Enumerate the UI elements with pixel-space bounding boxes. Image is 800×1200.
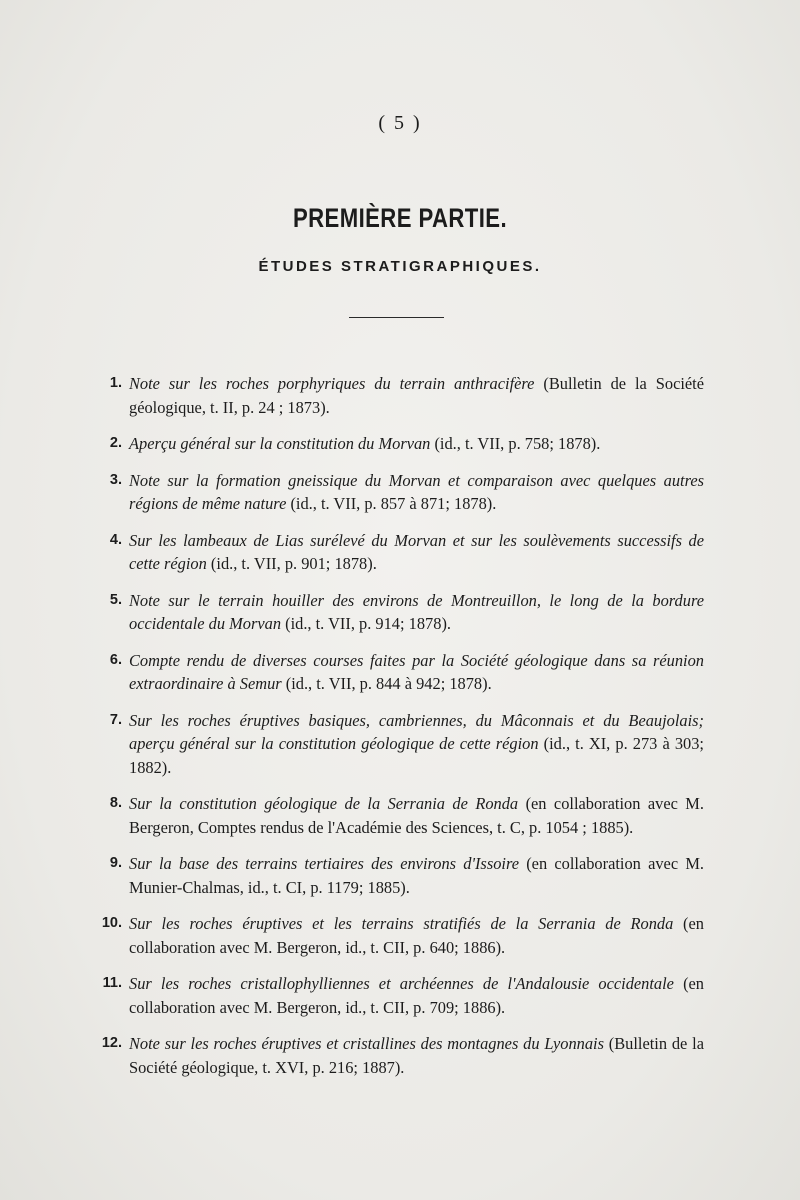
item-reference: (id., t. XI, p. 273 à 303; 1882). xyxy=(129,734,704,777)
list-item xyxy=(92,529,704,576)
item-reference: (Bulletin de la Société géologique, t. XVI, p. 216; 1887). xyxy=(129,1034,704,1077)
list-item xyxy=(92,372,704,419)
list-item xyxy=(92,912,704,959)
item-number: 9. xyxy=(109,855,122,871)
item-number: 12. xyxy=(101,1035,122,1051)
item-reference: (id., t. VII, p. 901; 1878). xyxy=(206,554,377,573)
divider-rule xyxy=(349,317,444,318)
item-title: Sur les roches éruptives et les terrains stratifiés de la Serrania de Ronda xyxy=(129,914,674,933)
item-number: 7. xyxy=(109,711,122,728)
item-reference: (en collaboration avec M. Bergeron, Comptes rendus de l'Académie des Sciences, t. C, p. 1054 ; 1885). xyxy=(129,794,704,837)
item-title: Aperçu général sur la constitution du Morvan xyxy=(129,434,431,453)
list-item xyxy=(92,589,704,636)
list-item xyxy=(92,649,704,696)
item-title: Sur les roches cristallophylliennes et archéennes de l'Andalousie occidentale xyxy=(129,974,674,993)
part-title: PREMIÈRE PARTIE. xyxy=(292,203,508,233)
item-title: Sur les roches éruptives basiques, cambriennes, du Mâconnais et du Beaujolais; aperçu général sur la constitution géologique de cette région xyxy=(129,710,704,753)
item-number: 3. xyxy=(109,471,122,488)
list-item xyxy=(92,792,704,839)
item-title: Note sur le terrain houiller des environs de Montreuillon, le long de la bordure occidentale du Morvan xyxy=(129,590,704,633)
item-title: Sur la base des terrains tertiaires des environs d'Issoire xyxy=(129,854,519,873)
list-item xyxy=(92,972,704,1019)
item-number: 6. xyxy=(109,651,122,668)
item-title: Sur les lambeaux de Lias surélevé du Morvan et sur les soulèvements successifs de cette région xyxy=(129,530,704,573)
item-title: Note sur la formation gneissique du Morvan et comparaison avec quelques autres régions de même nature xyxy=(129,470,704,513)
item-number: 8. xyxy=(109,795,122,811)
item-reference: (Bulletin de la Société géologique, t. II, p. 24 ; 1873). xyxy=(129,374,704,417)
item-reference: (id., t. VII, p. 844 à 942; 1878). xyxy=(281,674,492,693)
item-reference: (id., t. VII, p. 758; 1878). xyxy=(430,434,601,453)
item-reference: (id., t. VII, p. 914; 1878). xyxy=(281,614,451,633)
item-title: Compte rendu de diverses courses faites par la Société géologique dans sa réunion extraordinaire à Semur xyxy=(129,650,704,693)
publication-list xyxy=(92,372,704,1092)
item-number: 10. xyxy=(101,915,122,931)
item-reference: (en collaboration avec M. Bergeron, id., t. CII, p. 709; 1886). xyxy=(129,974,704,1017)
item-reference: (id., t. VII, p. 857 à 871; 1878). xyxy=(286,494,497,513)
list-item xyxy=(92,469,704,516)
list-item xyxy=(92,852,704,899)
item-reference: (en collaboration avec M. Munier-Chalmas, id., t. CI, p. 1179; 1885). xyxy=(129,854,704,897)
item-number: 11. xyxy=(102,975,122,991)
item-title: Sur la constitution géologique de la Serrania de Ronda xyxy=(129,794,519,813)
section-title: ÉTUDES STRATIGRAPHIQUES. xyxy=(258,258,542,275)
list-item xyxy=(92,1032,704,1079)
item-reference: (en collaboration avec M. Bergeron, id., t. CII, p. 640; 1886). xyxy=(129,914,704,957)
item-number: 5. xyxy=(109,591,122,608)
item-title: Note sur les roches porphyriques du terrain anthracifère xyxy=(129,374,535,393)
item-number: 4. xyxy=(109,531,122,548)
item-number: 2. xyxy=(109,435,122,451)
list-item xyxy=(92,432,704,456)
item-title: Note sur les roches éruptives et cristallines des montagnes du Lyonnais xyxy=(129,1034,604,1053)
item-number: 1. xyxy=(109,375,122,391)
list-item xyxy=(92,709,704,780)
page-number: ( 5 ) xyxy=(378,112,422,134)
